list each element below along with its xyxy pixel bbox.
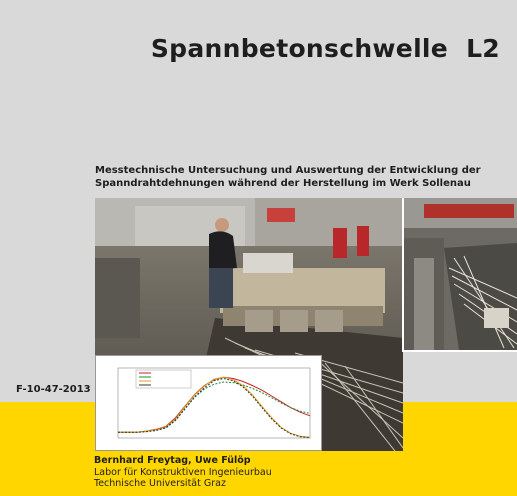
strand-closeup-illustration <box>404 198 517 350</box>
report-number: F-10-47-2013 <box>16 384 91 395</box>
strain-chart-svg <box>96 356 321 450</box>
university-name: Technische Universität Graz <box>94 478 226 489</box>
subtitle-line-2: Spanndrahtdehnungen während der Herstellung im Werk Sollenau <box>95 178 471 189</box>
authors-block <box>94 455 272 490</box>
report-subtitle <box>95 164 515 190</box>
institute-name: Labor für Konstruktiven Ingenieurbau <box>94 466 272 478</box>
strand-closeup-photo <box>402 198 517 352</box>
report-title: Spannbetonschwelle L2 <box>150 34 500 63</box>
author-names: Bernhard Freytag, Uwe Fülöp <box>94 455 251 466</box>
strain-chart <box>95 355 322 451</box>
subtitle-line-1: Messtechnische Untersuchung und Auswertung der Entwicklung der <box>95 165 481 176</box>
